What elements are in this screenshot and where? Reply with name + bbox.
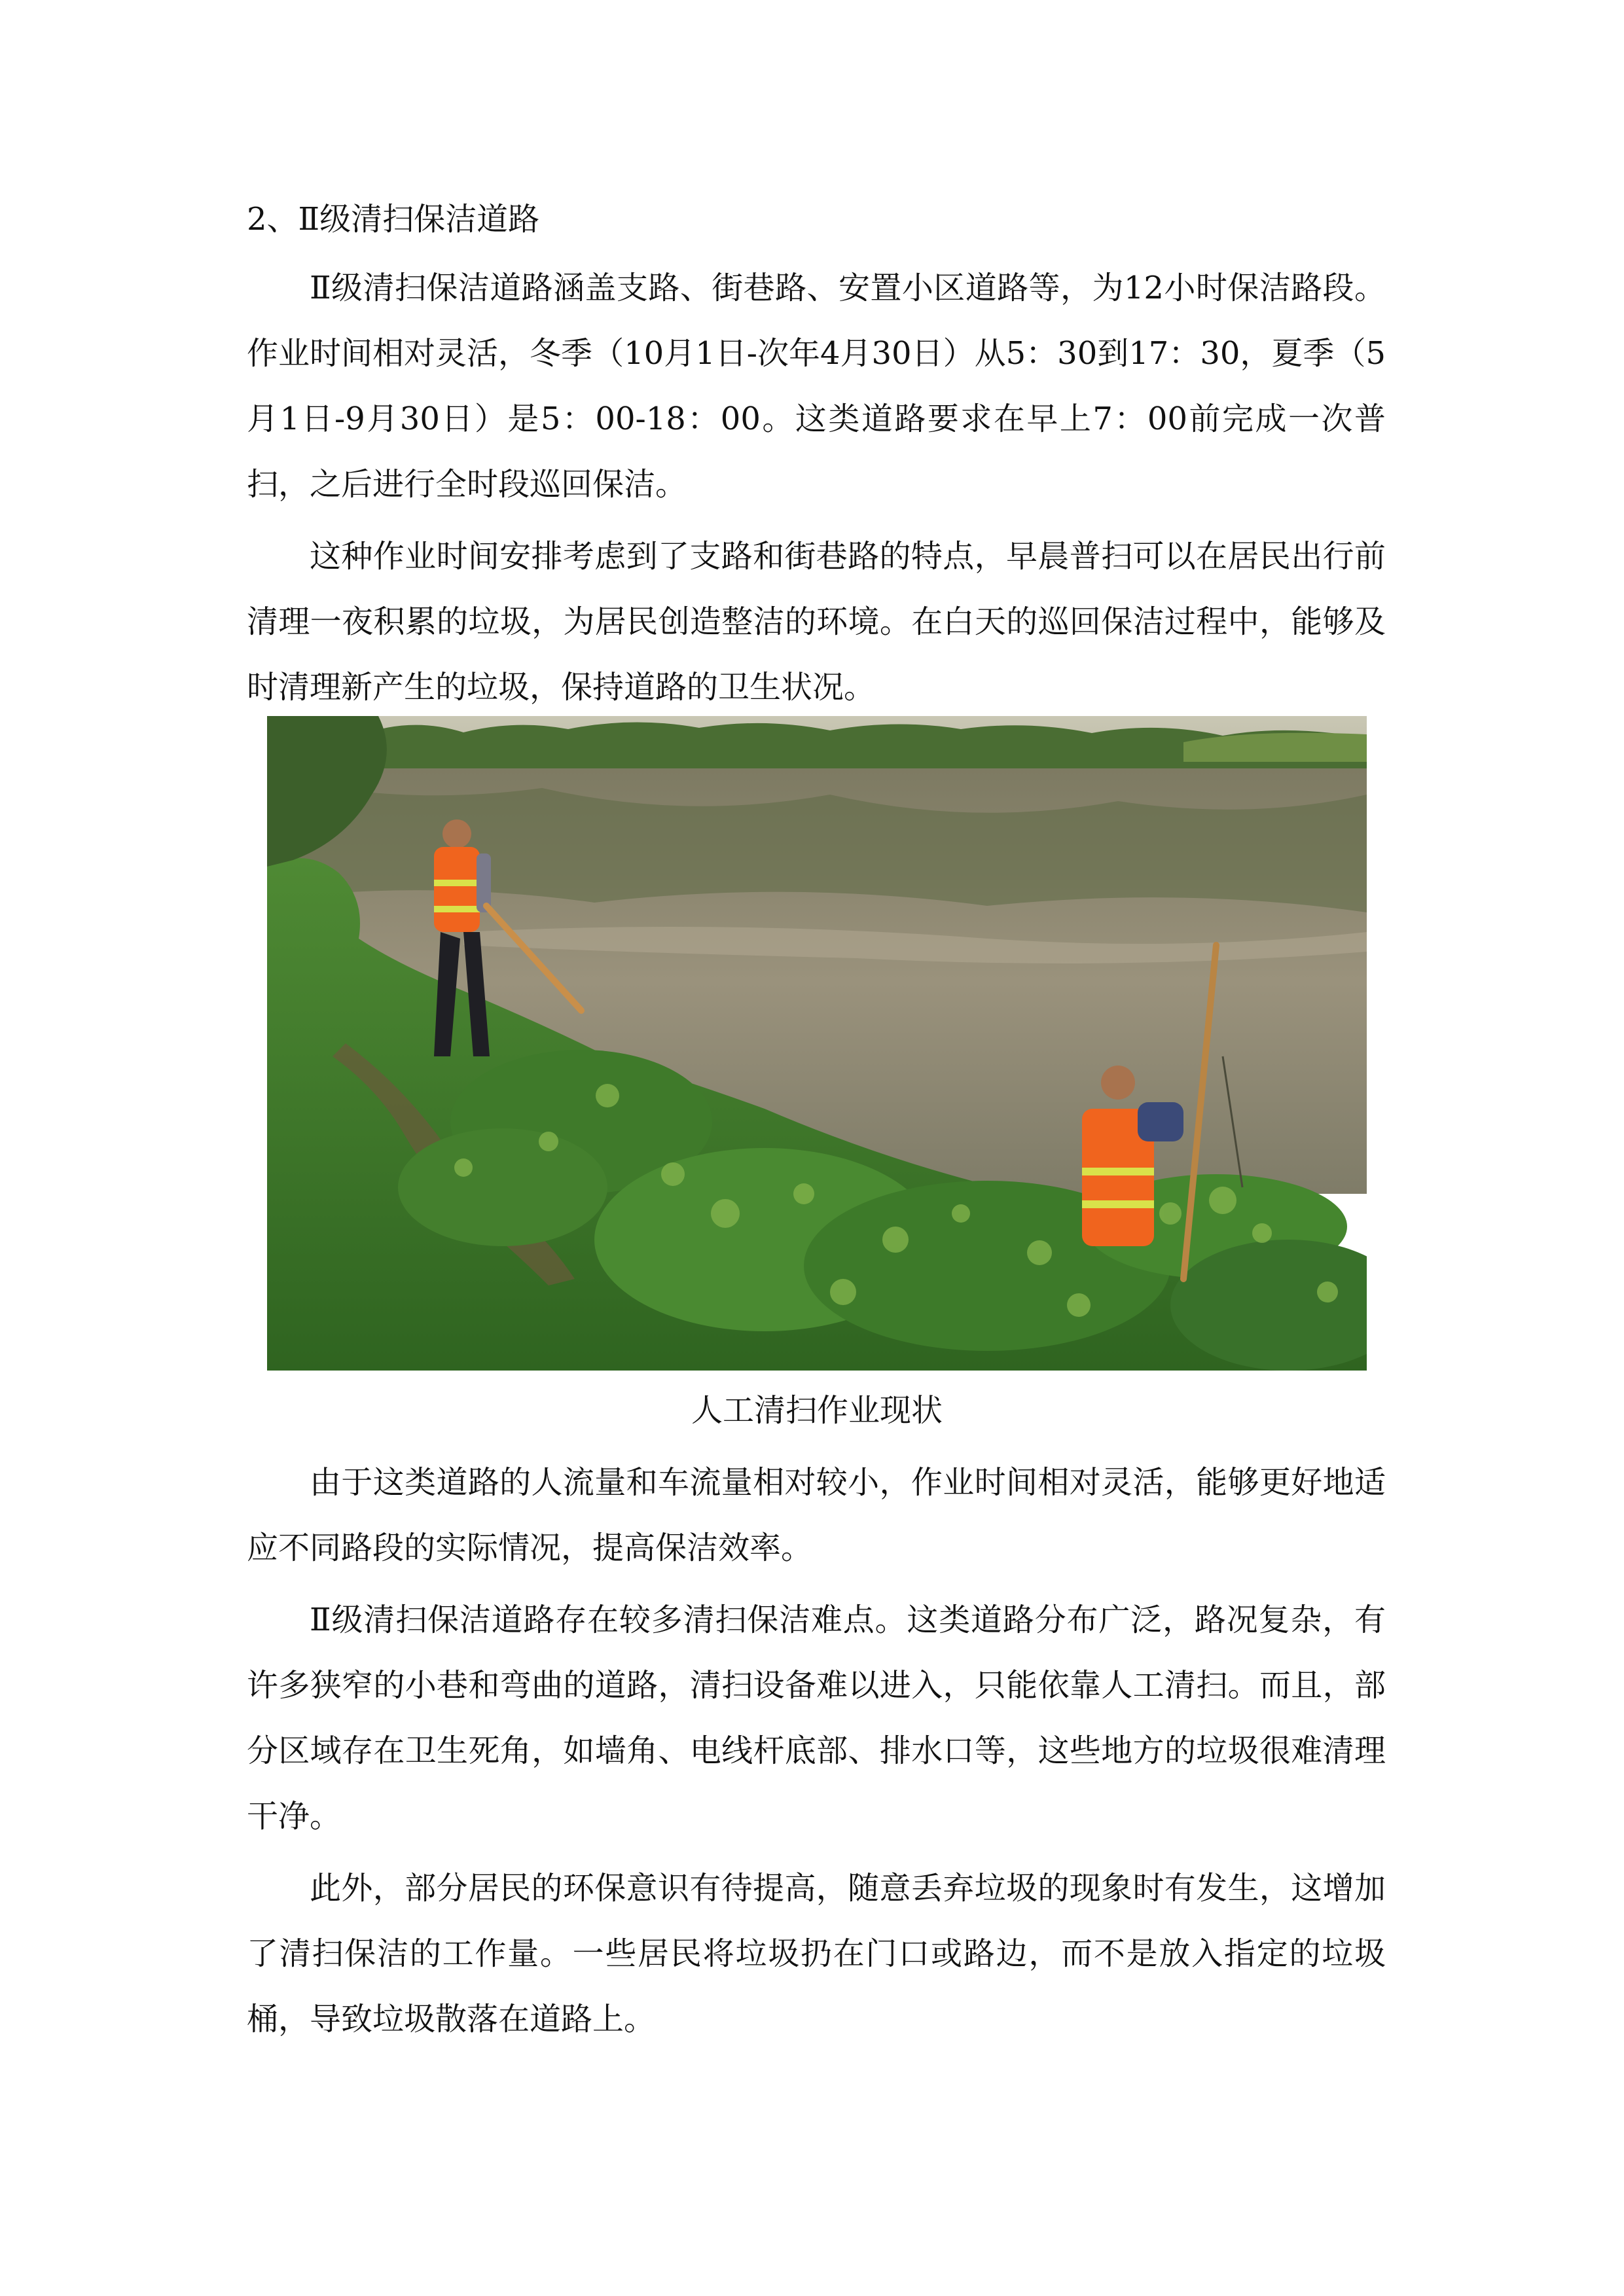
paragraph-cleaning-difficulties: Ⅱ级清扫保洁道路存在较多清扫保洁难点。这类道路分布广泛，路况复杂，有许多狭窄的小巷和弯曲的道路，清扫设备难以进入，只能依靠人工清扫。而且，部分区域存在卫生死角，如墙角、电线杆底部、排水口等，这些地方的垃圾很难清理干净。: [247, 1602, 1386, 1835]
manual-cleaning-photo: [267, 716, 1367, 1371]
paragraph-traffic-flexibility: 由于这类道路的人流量和车流量相对较小，作业时间相对灵活，能够更好地适应不同路段的实际情况，提高保洁效率。: [247, 1464, 1386, 1566]
paragraph-schedule-rationale: 这种作业时间安排考虑到了支路和街巷路的特点，早晨普扫可以在居民出行前清理一夜积累的垃圾，为居民创造整洁的环境。在白天的巡回保洁过程中，能够及时清理新产生的垃圾，保持道路的卫生状况。: [247, 538, 1386, 706]
safety-vest: [434, 847, 480, 932]
section-heading: 2、Ⅱ级清扫保洁道路: [247, 201, 540, 238]
paragraph-road-scope: Ⅱ级清扫保洁道路涵盖支路、街巷路、安置小区道路等，为12小时保洁路段。作业时间相对灵活，冬季（10月1日-次年4月30日）从5：30到17：30，夏季（5月1日-9月30日）是5：00-18：00。这类道路要求在早上7：00前完成一次普扫，之后进行全时段巡回保洁。: [247, 270, 1386, 503]
paragraph-resident-awareness: 此外，部分居民的环保意识有待提高，随意丢弃垃圾的现象时有发生，这增加了清扫保洁的工作量。一些居民将垃圾扔在门口或路边，而不是放入指定的垃圾桶，导致垃圾散落在道路上。: [247, 1870, 1386, 2037]
figure-caption: 人工清扫作业现状: [691, 1392, 943, 1429]
